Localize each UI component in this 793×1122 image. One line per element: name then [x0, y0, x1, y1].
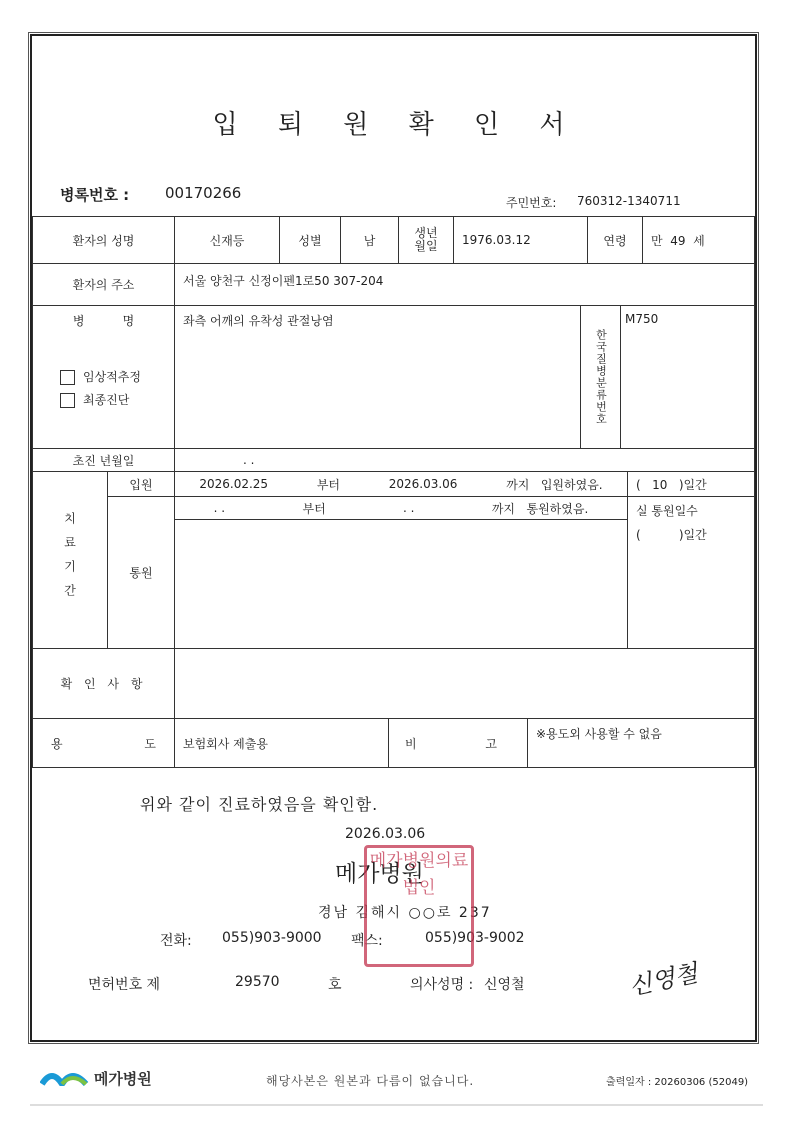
resident-no: 760312-1340711 [577, 194, 681, 208]
clinical-label: 임상적추정 [83, 370, 141, 384]
to-word: 까지 [506, 477, 530, 492]
print-value: 20260306 (52049) [654, 1077, 749, 1088]
hospital-seal: 메가병원의료법인 [364, 845, 474, 967]
sex-label: 성별 [279, 216, 341, 264]
from-word: 부터 [302, 501, 326, 516]
kcd-label: 한국질병분류번호 [580, 305, 621, 449]
doctor-signature: 신영철 [626, 959, 701, 1001]
outpatient-detail [174, 519, 628, 649]
purpose-value: 보험회사 제출용 [174, 718, 389, 768]
out-days-label: 실 통원일수 [636, 504, 698, 518]
checkbox-icon [60, 370, 75, 385]
phone: 055)903-9000 [222, 930, 322, 946]
final-label: 최종진단 [83, 393, 130, 407]
age-label: 연령 [587, 216, 643, 264]
purpose-label-b: 도 [144, 736, 156, 751]
hospital-logo [40, 1068, 152, 1089]
final-checkbox[interactable] [60, 391, 129, 408]
first-visit: . . [174, 448, 755, 472]
license-no: 29570 [235, 974, 280, 990]
address-label: 환자의 주소 [32, 263, 175, 306]
hospital-address: 경남 김해시 ○○로 237 [318, 905, 492, 921]
in-to: 2026.03.06 [388, 477, 458, 491]
remark-a: 비 [405, 736, 417, 751]
fax-label: 팩스: [351, 933, 383, 949]
record-no-label: 병록번호 : [60, 186, 130, 204]
out-text: 통원하였음. [526, 501, 589, 516]
print-label: 출력일자 : [606, 1077, 652, 1088]
footer-divider [30, 1104, 763, 1106]
outpatient-label: 통원 [107, 496, 175, 649]
to-word: 까지 [491, 501, 516, 516]
dob: 1976.03.12 [453, 216, 588, 264]
diagnosis-name: 좌측 어깨의 유착성 관절낭염 [174, 305, 581, 449]
outpatient-row [174, 496, 628, 520]
sex: 남 [340, 216, 399, 264]
print-date [606, 1073, 748, 1088]
out-to: . . [403, 501, 415, 515]
issue-date: 2026.03.06 [345, 826, 426, 842]
clinical-checkbox[interactable] [60, 368, 141, 385]
purpose-note: ※용도외 사용할 수 없음 [527, 718, 755, 768]
doctor-name: 신영철 [484, 977, 525, 993]
doctor-label: 의사성명 : [410, 977, 474, 993]
out-from: . . [213, 501, 226, 515]
out-days: ( )일간 [636, 528, 707, 542]
resident-label: 주민번호: [506, 196, 557, 210]
remark-label [388, 718, 528, 768]
in-text: 입원하였음. [540, 477, 603, 492]
patient-name: 신재등 [174, 216, 280, 264]
statement: 위와 같이 진료하였음을 확인함. [140, 795, 379, 814]
in-days: ( 10 )일간 [627, 471, 755, 497]
treatment-label: 치료기간 [32, 471, 108, 649]
phone-label: 전화: [160, 933, 192, 949]
purpose-label-a: 용 [51, 736, 63, 751]
logo-icon [40, 1068, 90, 1086]
age: 만 49 세 [642, 216, 755, 264]
license-label: 면허번호 제 [88, 977, 161, 993]
inpatient-row [174, 471, 628, 497]
hospital-name: 메가병원 [335, 861, 424, 887]
license-suffix: 호 [328, 977, 342, 993]
name-label: 환자의 성명 [32, 216, 175, 264]
diagnosis-label-text: 병 명 [72, 314, 135, 328]
first-visit-label: 초진 년월일 [32, 448, 175, 472]
address: 서울 양천구 신정이펜1로50 307-204 [174, 263, 755, 306]
from-word: 부터 [316, 477, 340, 492]
purpose-label [32, 718, 175, 768]
dob-label: 생년월일 [398, 216, 454, 264]
in-from: 2026.02.25 [199, 477, 269, 491]
remark-b: 고 [485, 736, 497, 751]
kcd-code: M750 [620, 305, 755, 449]
document-title: 입 퇴 원 확 인 서 [212, 110, 581, 140]
inpatient-label: 입원 [107, 471, 175, 497]
record-no: 00170266 [165, 184, 242, 202]
confirm-value [174, 648, 755, 719]
copy-notice: 해당사본은 원본과 다름이 없습니다. [266, 1074, 475, 1088]
out-days-cell [627, 496, 755, 649]
fax: 055)903-9002 [425, 930, 525, 946]
confirm-label: 확 인 사 항 [32, 648, 175, 719]
checkbox-icon [60, 393, 75, 408]
logo-text: 메가병원 [93, 1070, 152, 1088]
